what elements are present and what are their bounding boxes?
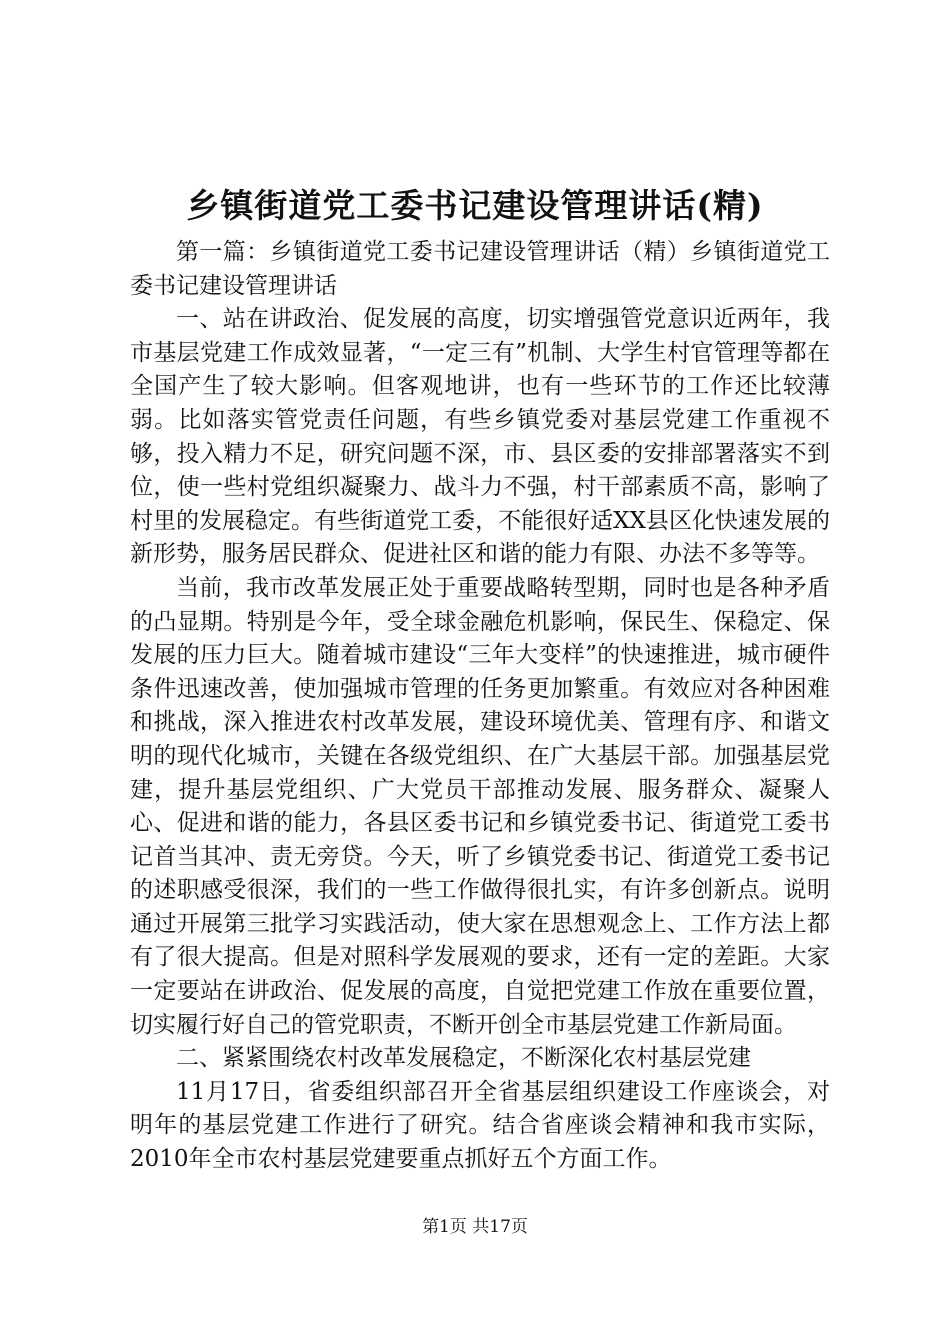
page-number-footer: 第1页 共17页 bbox=[422, 1217, 528, 1237]
document-title: 乡镇街道党工委书记建设管理讲话(精) bbox=[186, 186, 764, 225]
paragraph-meeting: 11月17日，省委组织部召开全省基层组织建设工作座谈会，对明年的基层党建工作进行了研究。结合省座谈会精神和我市实际，2010年全市农村基层党建要重点抓好五个方面工作。 bbox=[130, 1078, 830, 1173]
paragraph-section-one: 一、站在讲政治、促发展的高度，切实增强管党意识近两年，我市基层党建工作成效显著，“一定三有”机制、大学生村官管理等都在全国产生了较大影响。但客观地讲，也有一些环节的工作还比较薄弱。比如落实管党责任问题，有些乡镇党委对基层党建工作重视不够，投入精力不足，研究问题不深，市、县区委的安排部署落实不到位，使一些村党组织凝聚力、战斗力不强，村干部素质不高，影响了村里的发展稳定。有些街道党工委，不能很好适XX县区化快速发展的新形势，服务居民群众、促进社区和谐的能力有限、办法不多等等。 bbox=[130, 306, 830, 568]
paragraph-section-two-heading: 二、紧紧围绕农村改革发展稳定，不断深化农村基层党建 bbox=[176, 1045, 751, 1072]
paragraph-current-situation: 当前，我市改革发展正处于重要战略转型期，同时也是各种矛盾的凸显期。特别是今年，受全球金融危机影响，保民生、保稳定、保发展的压力巨大。随着城市建设“三年大变样”的快速推进，城市硬件条件迅速改善，使加强城市管理的任务更加繁重。有效应对各种困难和挑战，深入推进农村改革发展，建设环境优美、管理有序、和谐文明的现代化城市，关键在各级党组织、在广大基层干部。加强基层党建，提升基层党组织、广大党员干部推动发展、服务群众、凝聚人心、促进和谐的能力，各县区委书记和乡镇党委书记、街道党工委书记首当其冲、责无旁贷。今天，听了乡镇党委书记、街道党工委书记的述职感受很深，我们的一些工作做得很扎实，有许多创新点。说明通过开展第三批学习实践活动，使大家在思想观念上、工作方法上都有了很大提高。但是对照科学发展观的要求，还有一定的差距。大家一定要站在讲政治、促发展的高度，自觉把党建工作放在重要位置，切实履行好自己的管党职责，不断开创全市基层党建工作新局面。 bbox=[130, 574, 830, 1038]
paragraph-intro: 第一篇：乡镇街道党工委书记建设管理讲话（精）乡镇街道党工委书记建设管理讲话 bbox=[130, 239, 830, 299]
document-body bbox=[130, 236, 830, 1177]
